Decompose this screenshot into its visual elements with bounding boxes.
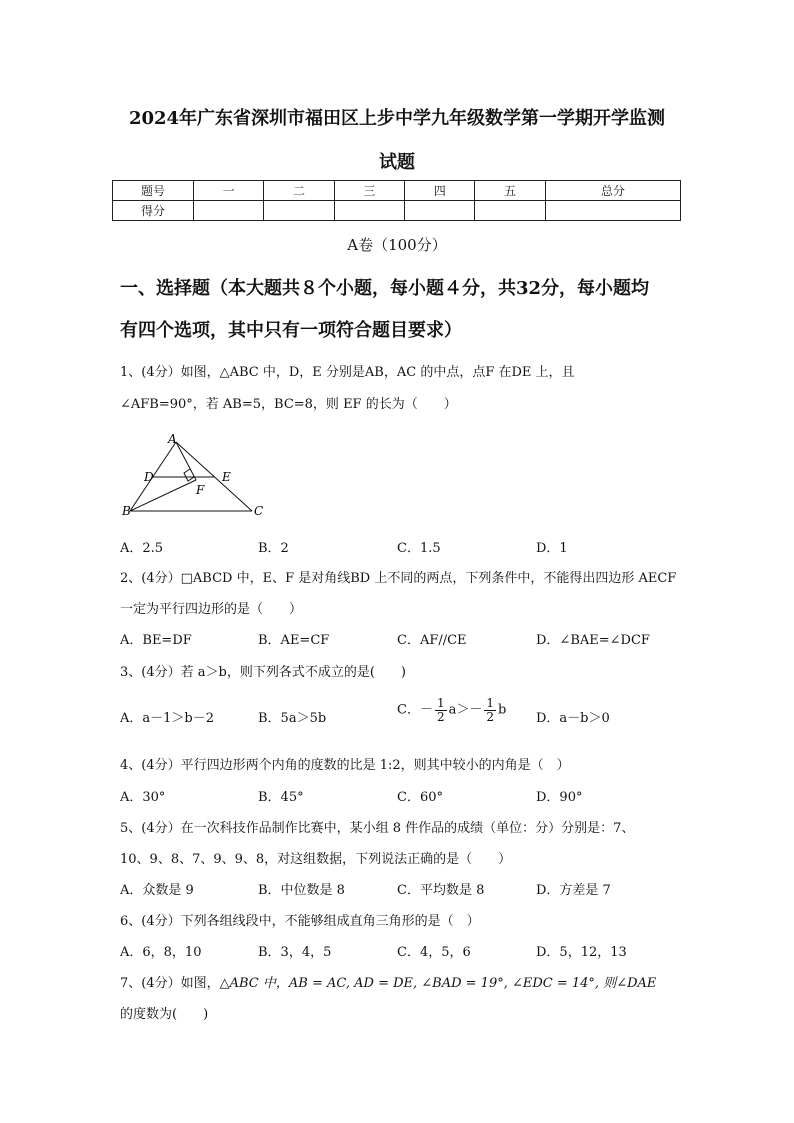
option-c-right: b	[498, 702, 507, 718]
score-table-header-cell: 二	[264, 181, 334, 201]
score-table-header-cell: 题号	[113, 181, 194, 201]
question-6-option-d[interactable]: D．5，12，13	[536, 945, 627, 960]
question-7-text	[120, 972, 656, 991]
question-6-option-c[interactable]: C．4，5，6	[397, 945, 471, 960]
question-1-option-d[interactable]: D．1	[536, 541, 568, 556]
score-cell	[194, 201, 264, 221]
question-1-option-b[interactable]: B．2	[258, 541, 289, 556]
question-3-option-d[interactable]: D．a－b＞0	[536, 711, 610, 726]
question-2-option-d[interactable]: D．∠BAE=∠DCF	[536, 633, 650, 648]
question-5-option-c[interactable]: C．平均数是 8	[397, 883, 485, 898]
label-b: B	[122, 504, 131, 518]
question-6-option-b[interactable]: B．3，4，5	[258, 945, 332, 960]
question-7-prefix: 7、(4分）如图，	[120, 976, 220, 991]
score-table-header-cell: 四	[405, 181, 475, 201]
score-table-header-cell: 总分	[545, 181, 680, 201]
score-table-header-cell: 一	[194, 181, 264, 201]
label-a: A	[168, 432, 177, 446]
question-3-option-b[interactable]: B．5a＞5b	[258, 711, 327, 726]
score-table-header-cell: 五	[475, 181, 545, 201]
option-c-letter: C．	[397, 702, 420, 718]
question-2-option-c[interactable]: C．AF//CE	[397, 633, 467, 648]
score-cell	[475, 201, 545, 221]
section-heading-continued: 有四个选项，其中只有一项符合题目要求）	[120, 320, 462, 341]
score-cell	[405, 201, 475, 221]
minus-sign: －	[419, 702, 433, 718]
fraction-half: $\frac{1}{2}$	[486, 696, 495, 724]
question-5-text-continued: 10、9、8、7、9、9、8，对这组数据，下列说法正确的是（ ）	[120, 852, 512, 867]
question-3-text: 3、(4分）若 a＞b，则下列各式不成立的是( )	[120, 665, 406, 680]
question-5-text: 5、(4分）在一次科技作品制作比赛中，某小组 8 件作品的成绩（单位：分）分别是：7、	[120, 821, 635, 836]
question-6-option-a[interactable]: A．6，8，10	[120, 945, 202, 960]
question-5-option-b[interactable]: B．中位数是 8	[258, 883, 345, 898]
question-2-text: 2、(4分）□ABCD 中，E、F 是对角线BD 上不同的两点，下列条件中，不能得出四边形 AECF	[120, 571, 677, 586]
question-7-text-continued: 的度数为( )	[120, 1007, 209, 1022]
question-2-option-a[interactable]: A．BE=DF	[120, 633, 192, 648]
question-1-figure	[118, 432, 268, 522]
question-3-option-c[interactable]	[397, 697, 506, 723]
option-c-middle: a＞－	[448, 702, 483, 718]
label-e: E	[222, 470, 231, 484]
question-1-text-continued: ∠AFB=90°，若 AB=5，BC=8，则 EF 的长为（ ）	[120, 397, 457, 412]
question-4-option-d[interactable]: D．90°	[536, 790, 583, 805]
question-5-option-a[interactable]: A．众数是 9	[120, 883, 194, 898]
section-heading: 一、选择题（本大题共８个小题，每小题４分，共32分，每小题均	[120, 278, 650, 299]
label-d: D	[144, 470, 154, 484]
fraction-half: $\frac{1}{2}$	[436, 696, 445, 724]
question-4-option-c[interactable]: C．60°	[397, 790, 443, 805]
question-5-option-d[interactable]: D．方差是 7	[536, 883, 611, 898]
question-1-text: 1、(4分）如图，△ABC 中，D，E 分别是AB，AC 的中点，点F 在DE 上，且	[120, 365, 575, 380]
question-4-option-a[interactable]: A．30°	[120, 790, 166, 805]
label-f: F	[196, 483, 205, 497]
question-6-text: 6、(4分）下列各组线段中，不能够组成直角三角形的是（ ）	[120, 914, 480, 929]
question-3-option-a[interactable]: A．a－1＞b－2	[120, 711, 215, 726]
label-c: C	[254, 504, 264, 518]
segment-af	[176, 442, 196, 480]
score-table-header-cell: 三	[334, 181, 404, 201]
question-1-option-c[interactable]: C．1.5	[397, 541, 441, 556]
question-4-option-b[interactable]: B．45°	[258, 790, 304, 805]
score-table-score-row	[113, 201, 681, 221]
score-cell	[545, 201, 680, 221]
page-title-continued: 试题	[379, 152, 415, 173]
score-table	[112, 180, 681, 221]
score-table-header-row	[113, 181, 681, 201]
page-title: 2024年广东省深圳市福田区上步中学九年级数学第一学期开学监测	[128, 108, 666, 129]
volume-label: A卷（100分）	[347, 236, 447, 254]
score-table-row-label: 得分	[113, 201, 194, 221]
question-2-text-continued: 一定为平行四边形的是（ ）	[120, 602, 303, 617]
question-7-math: △ABC 中，AB = AC, AD = DE, ∠BAD = 19°, ∠EDC = 14°, 则∠DAE	[219, 976, 657, 991]
question-1-option-a[interactable]: A．2.5	[120, 541, 164, 556]
score-cell	[334, 201, 404, 221]
question-2-option-b[interactable]: B．AE=CF	[258, 633, 330, 648]
question-4-text: 4、(4分）平行四边形两个内角的度数的比是 1:2，则其中较小的内角是（ ）	[120, 758, 570, 773]
score-cell	[264, 201, 334, 221]
right-angle-mark	[184, 469, 194, 481]
